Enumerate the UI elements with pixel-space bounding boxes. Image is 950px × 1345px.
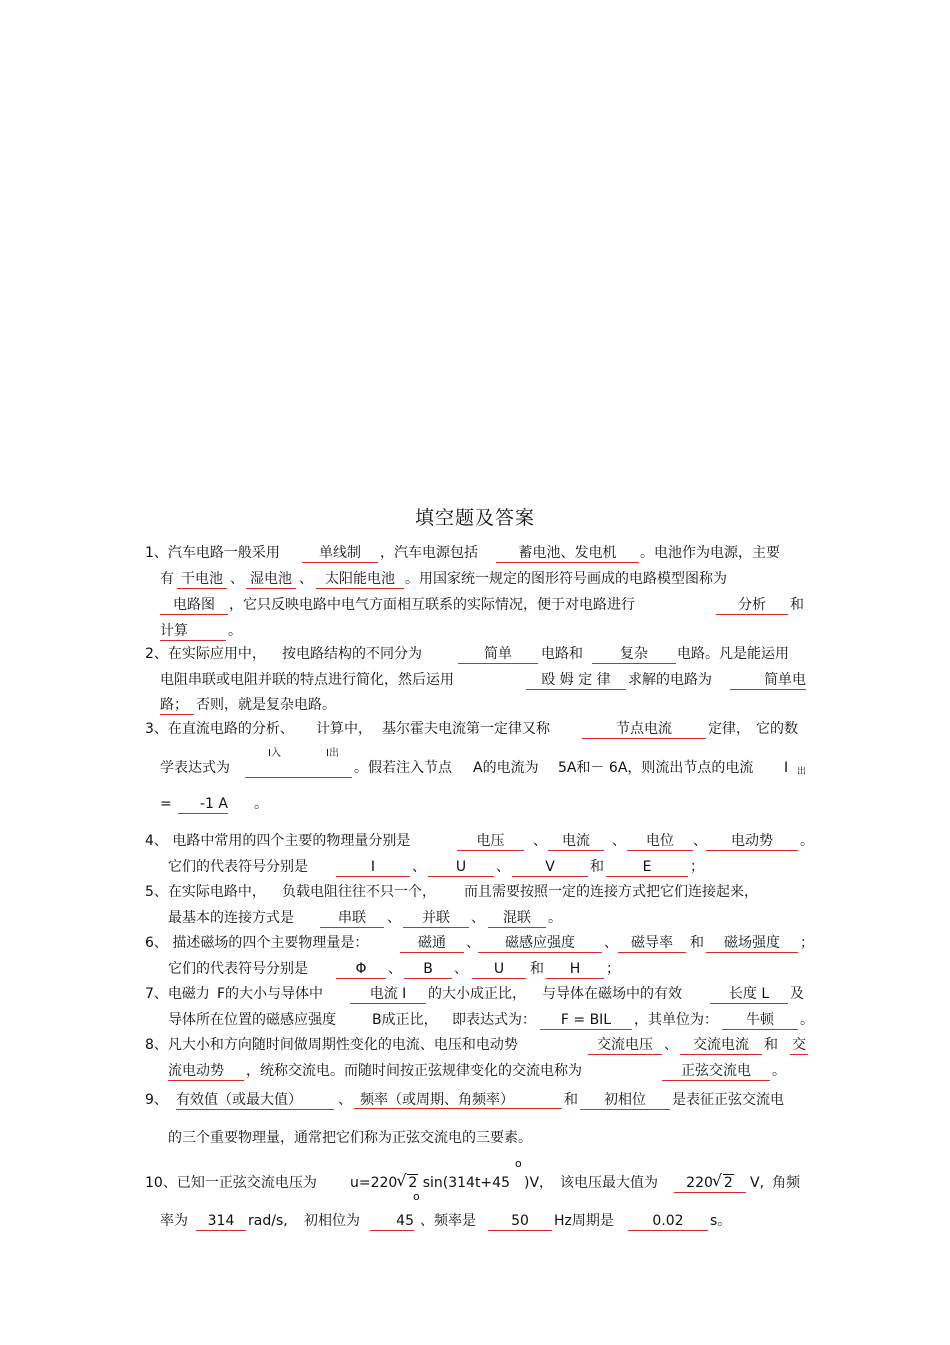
q7-text: 及 <box>790 986 804 1002</box>
q4-text: 它们的代表符号分别是 <box>168 859 308 875</box>
q3-subscript: 出 <box>797 767 807 777</box>
q6-text: 、 <box>388 961 402 977</box>
q8-text: 、 <box>664 1037 678 1053</box>
q3-text: 学表达式为 <box>160 760 230 776</box>
q10-expression <box>350 1174 510 1192</box>
q9-text: 的三个重要物理量，通常把它们称为正弦交流电的三要素。 <box>168 1130 532 1146</box>
q4-text: 和 <box>590 859 604 875</box>
q4-text: 、 <box>693 833 707 849</box>
q6-text: ； <box>606 961 620 977</box>
q6-answer-symbol-h: H <box>546 960 604 979</box>
q10-answer-max-voltage <box>674 1174 746 1193</box>
q10-answer-initial-phase: 45 <box>370 1212 414 1231</box>
q2-answer-ohms-law: 殴 姆 定 律 <box>526 671 626 690</box>
q1-answer-wiring: 单线制 <box>302 544 378 563</box>
q8-answer-ac-voltage: 交流电压 <box>588 1036 662 1055</box>
q6-answer-flux-density: 磁感应强度 <box>478 934 602 953</box>
q7-text: 导体所在位置的磁感应强度 <box>168 1012 336 1028</box>
q9-text: 是表征正弦交流电 <box>672 1092 784 1108</box>
q10-text: Hz周期是 <box>554 1213 614 1229</box>
q3-text: 基尔霍夫电流第一定律又称 <box>382 721 550 737</box>
q4-answer-symbol-e: E <box>606 858 688 877</box>
q3-text: 。 <box>254 796 268 812</box>
q4-text: 、 <box>496 859 510 875</box>
q3-text: 定律， <box>708 721 750 737</box>
q6-text: 和 <box>690 935 704 951</box>
q2-text: 电路和 <box>541 646 583 662</box>
q3-text: 3、在直流电路的分析、 <box>145 721 294 737</box>
q3-answer-expression <box>245 759 352 778</box>
q10-degree-mark-low: o <box>413 1190 420 1203</box>
q6-text: 、 <box>604 935 618 951</box>
q1-text: 1、汽车电路一般采用 <box>145 545 280 561</box>
q1-text: 有 <box>160 571 174 587</box>
q4-text: 、 <box>612 833 626 849</box>
q10-text: rad/s, <box>248 1213 288 1229</box>
q6-text: 、 <box>466 935 480 951</box>
q5-text: 5、在实际电路中， <box>145 884 266 900</box>
q4-answer-emf: 电动势 <box>706 832 798 851</box>
q10-answer-part: 220 <box>686 1175 713 1191</box>
q1-answer-power: 蓄电池、发电机 <box>496 544 639 563</box>
q2-text: 电阻串联或电阻并联的特点进行简化，然后运用 <box>160 672 454 688</box>
q3-text: 5A和－ 6A，则流出节点的电流 <box>558 760 754 776</box>
q4-answer-symbol-i: I <box>336 858 410 877</box>
q7-text: 7、电磁力 <box>145 986 210 1002</box>
q8-answer-ac-emf-b: 流电动势 <box>168 1062 244 1081</box>
q5-text: 、 <box>387 910 401 926</box>
q8-text: 和 <box>764 1037 778 1053</box>
q6-answer-flux: 磁通 <box>400 934 464 953</box>
q9-text: 9、 <box>145 1092 168 1108</box>
q1-answer-circuit-diagram: 电路图 <box>160 596 228 615</box>
q4-answer-current: 电流 <box>548 832 604 851</box>
q1-text: ，它只反映电路中电气方面相互联系的实际情况，便于对电路进行 <box>229 597 635 613</box>
q10-answer-angular-frequency: 314 <box>196 1212 246 1231</box>
q2-answer-complex: 复杂 <box>592 645 676 664</box>
q5-answer-series: 串联 <box>320 909 384 928</box>
q10-sqrt: √ 2 <box>407 1174 418 1191</box>
q5-text: 负载电阻往往不只一个， <box>282 884 436 900</box>
q10-text: 、频率是 <box>420 1213 476 1229</box>
q7-text: 的大小成正比， <box>428 986 526 1002</box>
q2-answer-simple: 简单 <box>458 645 538 664</box>
q8-answer-ac-emf-a: 交 <box>792 1037 806 1053</box>
q1-text: 、 <box>230 571 244 587</box>
q9-text: 、 <box>338 1092 352 1108</box>
q7-answer-formula: F = BIL <box>540 1011 632 1030</box>
q1-answer-analysis: 分析 <box>716 596 788 615</box>
q8-text: 。 <box>772 1063 786 1079</box>
q7-text: F的大小与导体中 <box>217 986 324 1002</box>
q5-text: 而且需要按照一定的连接方式把它们连接起来， <box>464 884 758 900</box>
q1-answer-solar-cell: 太阳能电池 <box>316 570 404 589</box>
q1-answer-wet-cell: 湿电池 <box>246 570 296 589</box>
q1-answer-dry-cell: 干电池 <box>177 570 227 589</box>
q4-text: ； <box>690 859 704 875</box>
q8-answer-sine-ac: 正弦交流电 <box>662 1062 770 1081</box>
q10-expression-part: sin(314t+45 <box>422 1175 510 1191</box>
q10-text: 初相位为 <box>304 1213 360 1229</box>
q7-answer-unit: 牛顿 <box>722 1011 798 1030</box>
q3-text: I <box>784 760 789 776</box>
q1-text: 、 <box>299 571 313 587</box>
q3-text: 计算中， <box>316 721 372 737</box>
q3-answer-node-current: 节点电流 <box>582 720 706 739</box>
q10-answer-period: 0.02 <box>628 1212 708 1231</box>
q4-text: 。 <box>800 833 814 849</box>
q6-text: 它们的代表符号分别是 <box>168 961 308 977</box>
q1-text: 。电池作为电源，主要 <box>640 545 780 561</box>
q8-text: 8、凡大小和方向随时间做周期性变化的电流、电压和电动势 <box>145 1037 518 1053</box>
q10-expression-part: u=220 <box>350 1175 398 1191</box>
q3-answer-result: -1 A <box>178 795 228 814</box>
q7-text: B成正比， <box>372 1012 438 1028</box>
q2-text: 电路。凡是能运用 <box>677 646 789 662</box>
q7-text: 与导体在磁场中的有效 <box>542 986 682 1002</box>
q2-answer-simple-circuit-b: 路； <box>160 696 194 715</box>
q10-text: V, <box>750 1175 765 1191</box>
q3-formula-i-out: I出 <box>326 748 339 759</box>
q1-text: 和 <box>790 597 804 613</box>
q5-answer-parallel: 并联 <box>403 909 469 928</box>
q3-text: = <box>160 796 172 812</box>
q4-text: 、 <box>412 859 426 875</box>
q10-text: 10、已知一正弦交流电压为 <box>145 1175 317 1191</box>
q6-text: 、 <box>454 961 468 977</box>
q8-text: ，统称交流电。而随时间按正弦规律变化的交流电称为 <box>246 1063 582 1079</box>
page-title: 填空题及答案 <box>414 507 535 529</box>
q6-answer-symbol-u: U <box>472 960 526 979</box>
q6-text: ； <box>800 935 814 951</box>
q3-text: 它的数 <box>756 721 798 737</box>
q10-text: 该电压最大值为 <box>560 1175 658 1191</box>
q7-text: ，其单位为： <box>634 1012 718 1028</box>
q2-text: 按电路结构的不同分为 <box>282 646 422 662</box>
q7-text: 即表达式为： <box>452 1012 536 1028</box>
q4-text: 、 <box>533 833 547 849</box>
q6-text: 6、 描述磁场的四个主要物理量是： <box>145 935 369 951</box>
q5-text: 最基本的连接方式是 <box>168 910 294 926</box>
q4-answer-voltage: 电压 <box>457 832 524 851</box>
q10-text: s。 <box>710 1213 732 1229</box>
q2-answer-simple-circuit-a: 简单电 <box>730 671 806 690</box>
q2-text: 求解的电路为 <box>628 672 712 688</box>
q4-answer-potential: 电位 <box>627 832 693 851</box>
q10-answer-sqrt: √ 2 <box>723 1174 734 1191</box>
q10-expression-part: )V， <box>524 1175 554 1191</box>
q3-text: A的电流为 <box>473 760 539 776</box>
q1-answer-calculation: 计算 <box>160 622 226 641</box>
q1-text: 。用国家统一规定的图形符号画成的电路模型图称为 <box>405 571 727 587</box>
q7-text: 。 <box>800 1012 814 1028</box>
q10-text: 角频 <box>772 1175 800 1191</box>
q4-answer-symbol-v: V <box>512 858 588 877</box>
q6-answer-symbol-phi: Φ <box>336 960 386 979</box>
q2-text: 2、在实际应用中， <box>145 646 266 662</box>
q5-text: 。 <box>548 910 562 926</box>
q8-answer-ac-current: 交流电流 <box>680 1036 762 1055</box>
q3-formula-i-in: I入 <box>268 748 281 759</box>
q9-answer-initial-phase: 初相位 <box>580 1091 670 1110</box>
q4-answer-symbol-u: U <box>428 858 494 877</box>
q1-text: ，汽车电源包括 <box>380 545 478 561</box>
q2-text: 否则，就是复杂电路。 <box>196 697 336 713</box>
q10-degree-mark: o <box>515 1157 522 1170</box>
q5-text: 、 <box>471 910 485 926</box>
q5-answer-mixed: 混联 <box>488 909 546 928</box>
q6-text: 和 <box>530 961 544 977</box>
q9-answer-rms: 有效值（或最大值） <box>176 1091 334 1110</box>
q9-text: 和 <box>564 1092 578 1108</box>
q7-answer-current: 电流 I <box>350 985 426 1004</box>
q9-answer-frequency: 频率（或周期、角频率） <box>354 1091 562 1109</box>
q10-text: 率为 <box>160 1213 188 1229</box>
q7-answer-length: 长度 L <box>710 985 788 1004</box>
q6-answer-symbol-b: B <box>404 960 452 979</box>
q6-answer-permeability: 磁导率 <box>618 934 686 953</box>
q4-text: 4、 电路中常用的四个主要的物理量分别是 <box>145 833 411 849</box>
q6-answer-field-strength: 磁场强度 <box>706 934 798 953</box>
q3-text: 。假若注入节点 <box>354 760 452 776</box>
q10-answer-frequency: 50 <box>488 1212 552 1231</box>
q1-text: 。 <box>228 623 242 639</box>
